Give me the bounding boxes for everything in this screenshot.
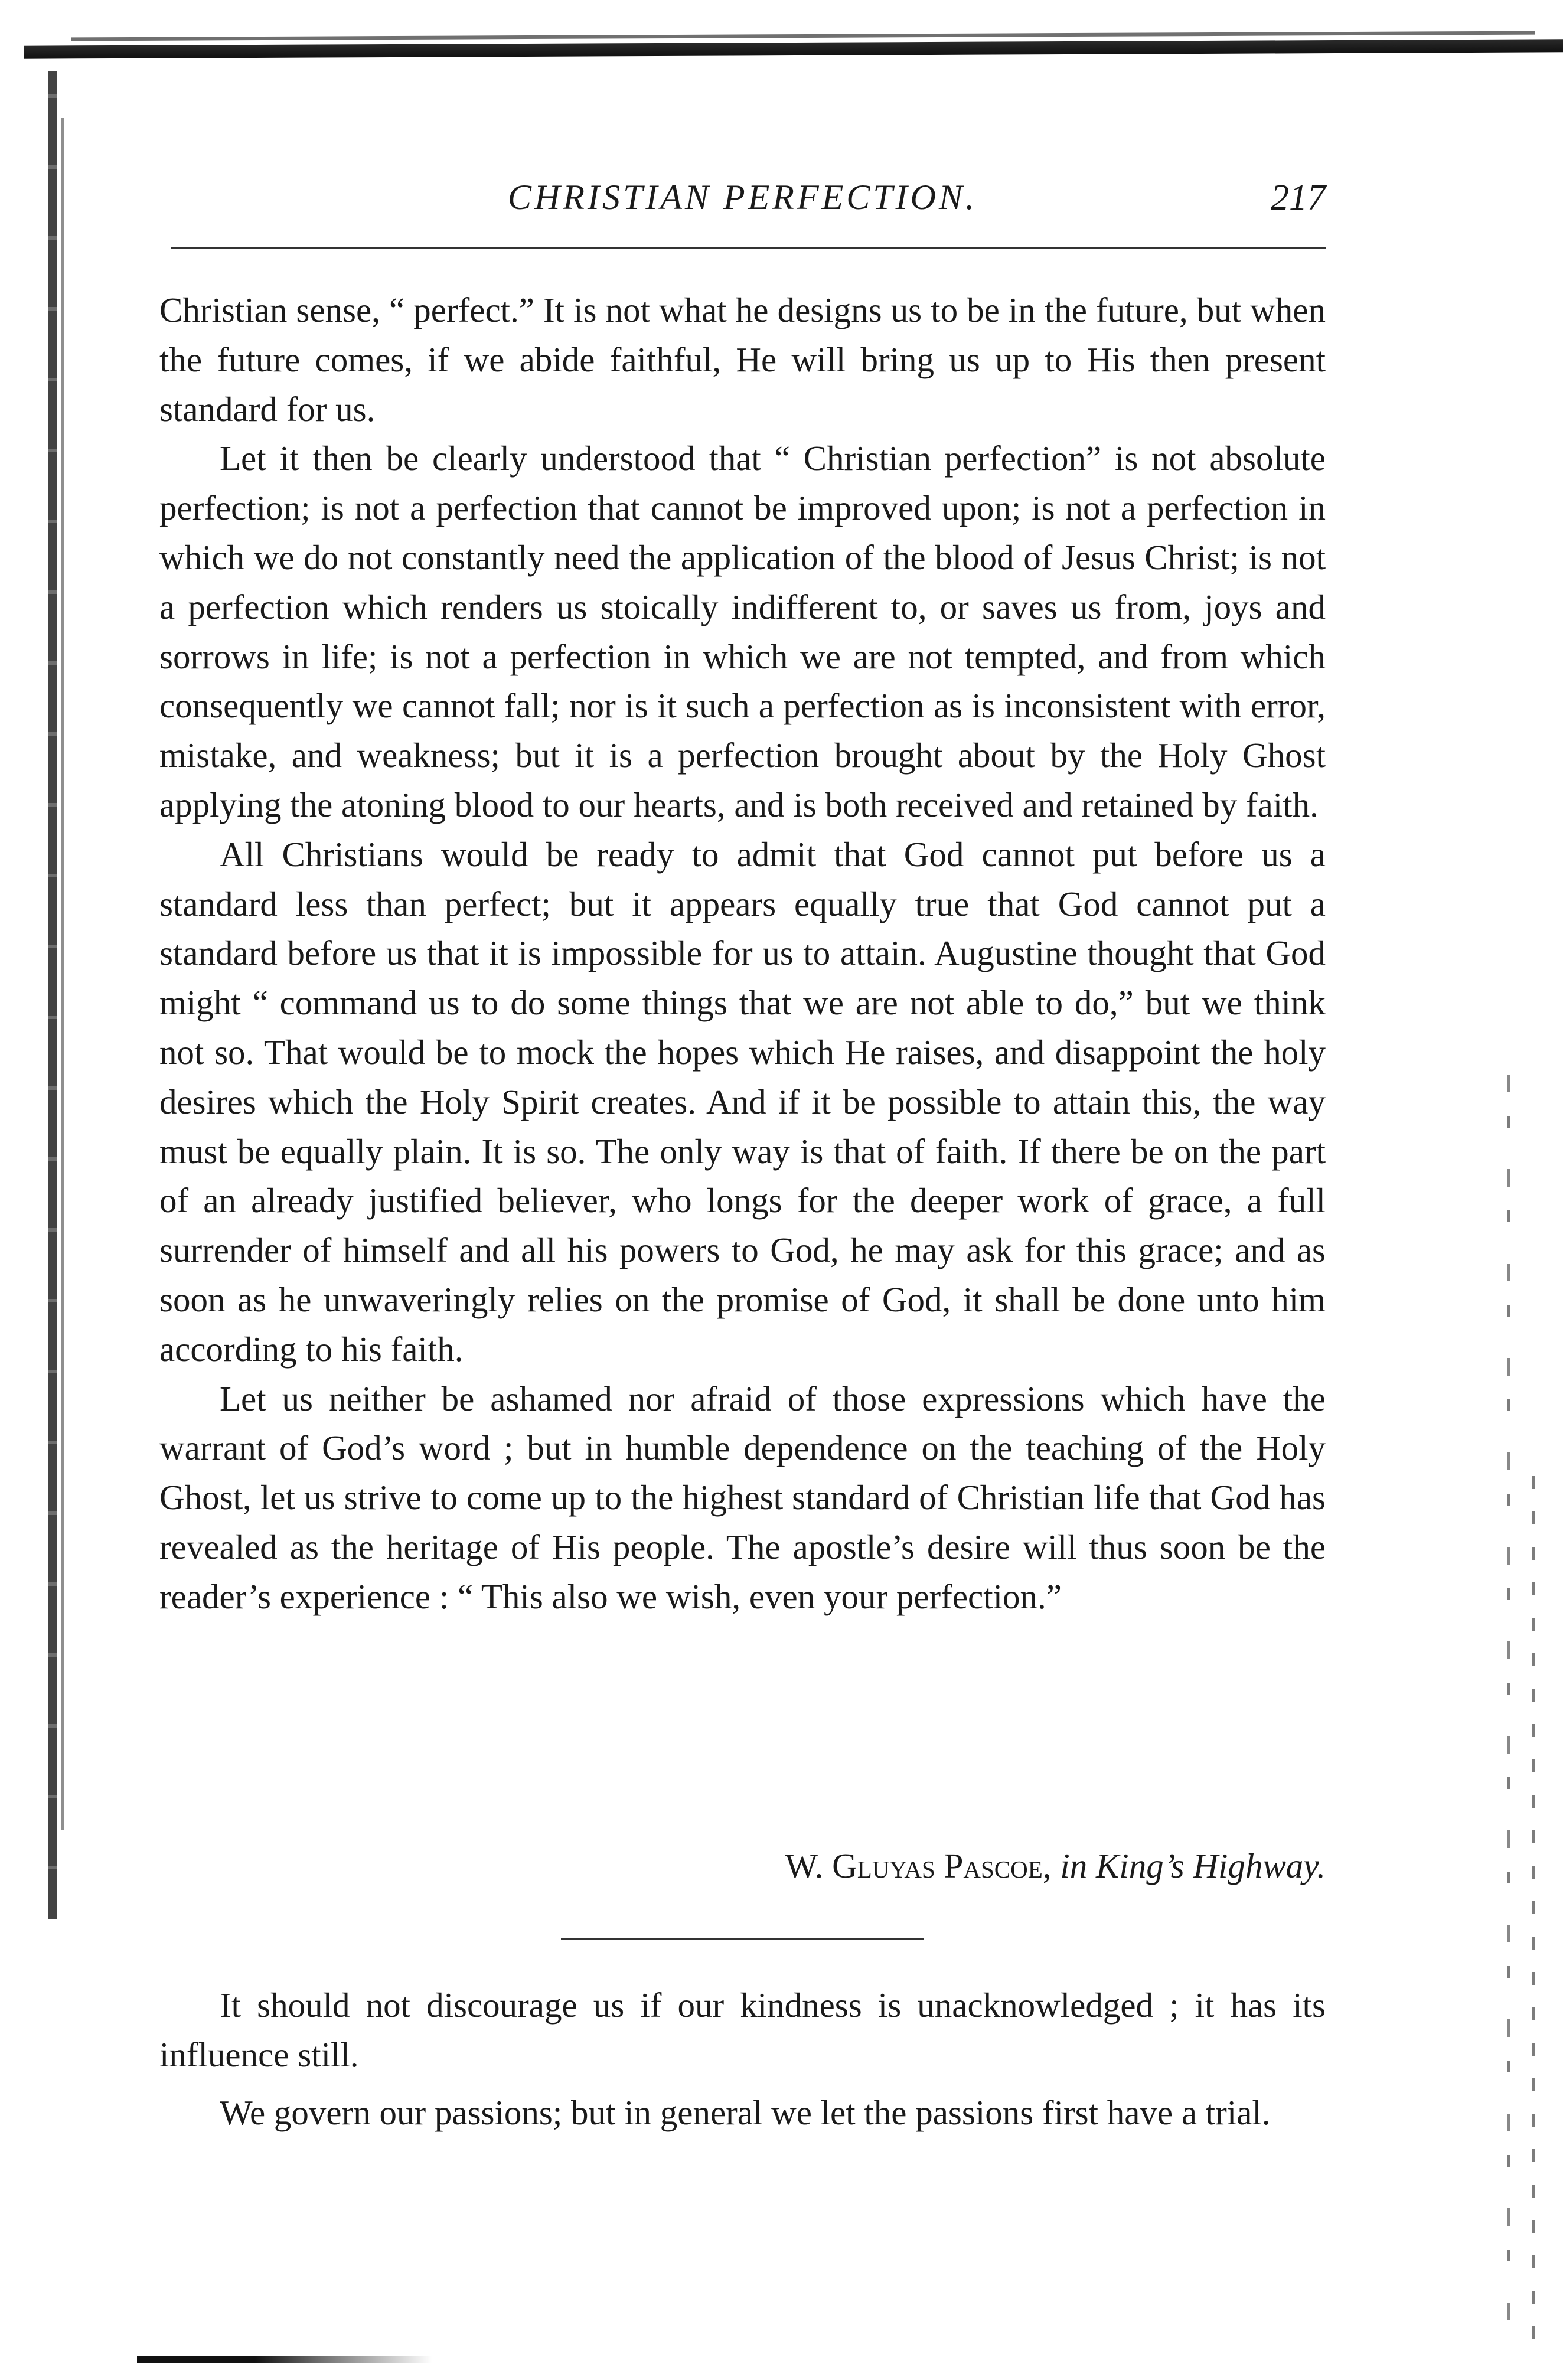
paragraph: Let us neither be ashamed nor afraid of those expressions which have the warrant of God’s word ; but in humble dependence on the teaching of the Holy Ghost, let us strive to come up to the highest standard of Christian life that God has revealed as the heritage of His people. The apostle’s desire will thus soon be the reader’s experience : “ This also we wish, even your perfection.”	[159, 1379, 1326, 1616]
maxims	[159, 1981, 1326, 2146]
attribution	[546, 1841, 1326, 1891]
maxim: We govern our passions; but in general we let the passions first have a trial.	[220, 2092, 1271, 2132]
header-rule	[171, 247, 1326, 249]
scan-border-artifact	[24, 39, 1563, 58]
article-body	[159, 286, 1326, 1622]
running-title: CHRISTIAN PERFECTION.	[508, 178, 977, 217]
paragraph: Christian sense, “ perfect.” It is not what he designs us to be in the future, but when the future comes, if we abide faithful, He will bring us up to His then present standard for us.	[159, 290, 1326, 429]
paragraph: Let it then be clearly understood that “ Christian perfection” is not absolute perfection; is not a perfection that cannot be improved upon; is not a perfection in which we do not constantly need the application of the blood of Jesus Christ; is not a perfection which renders us stoically indifferent to, or saves us from, joys and sorrows in life; is not a perfection in which we are not tempted, and from which consequently we cannot fall; nor is it such a perfection as is inconsistent with error, mistake, and weakness; but it is a perfection brought about by the Holy Ghost applying the atoning blood to our hearts, and is both received and retained by faith.	[159, 439, 1326, 824]
author-name: W. Gluyas Pascoe,	[785, 1846, 1052, 1885]
maxim: It should not discourage us if our kindness is unacknowledged ; it has its influence still.	[159, 1986, 1326, 2074]
page-number: 217	[1271, 178, 1326, 218]
scan-border-artifact	[1532, 1476, 1535, 2362]
scan-border-artifact	[1507, 1075, 1510, 2344]
scan-border-artifact	[61, 118, 64, 1830]
section-divider	[561, 1938, 924, 1940]
paragraph: All Christians would be ready to admit that God cannot put before us a standard less than perfect; but it appears equally true that God cannot put a standard before us that it is impossible for us to attain. Augustine thought that God might “ command us to do some things that we are not able to do,” but we think not so. That would be to mock the hopes which He raises, and disappoint the holy desires which the Holy Spirit creates. And if it be possible to attain this, the way must be equally plain. It is so. The only way is that of faith. If there be on the part of an already justified believer, who longs for the deeper work of grace, a full surrender of himself and all his powers to God, he may ask for this grace; and as soon as he unwaveringly relies on the promise of God, it shall be done unto him according to his faith.	[159, 834, 1326, 1369]
scan-border-artifact	[71, 31, 1535, 41]
running-head	[159, 177, 1326, 224]
scan-border-artifact	[137, 2356, 432, 2363]
source-title: in King’s Highway.	[1060, 1846, 1326, 1885]
scan-border-artifact	[48, 71, 57, 1919]
